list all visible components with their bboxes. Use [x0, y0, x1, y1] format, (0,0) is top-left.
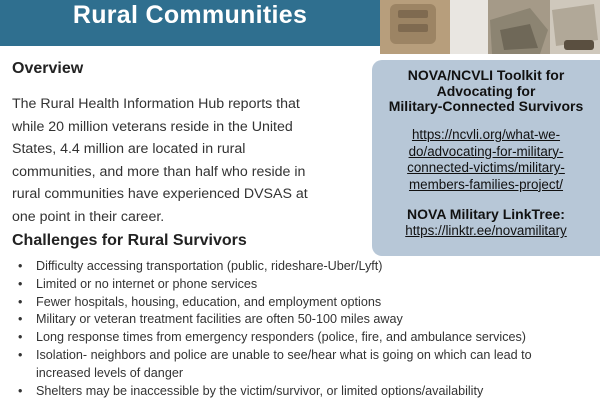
- challenge-item: [16, 258, 596, 276]
- challenge-item: [16, 329, 596, 347]
- toolkit-title-line: Advocating for: [436, 82, 536, 99]
- challenge-text: Military or veteran treatment facilities are often 50-100 miles away: [36, 312, 403, 327]
- resource-callout-box: [372, 60, 600, 256]
- toolkit-title-line: Military-Connected Survivors: [388, 98, 584, 114]
- bullet-icon: •: [18, 259, 23, 273]
- bullet-icon: •: [18, 312, 23, 327]
- challenge-item: [16, 276, 596, 294]
- challenge-text: Shelters may be inaccessible by the victim/survivor, or limited options/availability: [36, 383, 484, 398]
- overview-heading: Overview: [12, 60, 84, 77]
- overview-line: one point in their career.: [12, 208, 165, 225]
- overview-line: communities, and more than half who reside in: [12, 163, 306, 180]
- header-photo: [380, 0, 600, 54]
- bullet-icon: •: [18, 276, 23, 291]
- overview-line: States, 4.4 million are located in rural: [12, 141, 246, 157]
- overview-line: while 20 million veterans reside in the United: [12, 118, 293, 135]
- bullet-icon: •: [18, 294, 23, 309]
- challenge-text: Fewer hospitals, housing, education, and employment options: [36, 294, 382, 309]
- toolkit-link-line[interactable]: do/advocating-for-military-: [408, 143, 564, 159]
- challenge-text: Isolation- neighbors and police are unable to see/hear what is going on which can lead to: [36, 347, 532, 362]
- overview-line: The Rural Health Information Hub reports that: [12, 96, 300, 112]
- challenge-item: [16, 347, 596, 365]
- challenges-heading: Challenges for Rural Survivors: [12, 232, 247, 249]
- overview-line: rural communities have experienced DVSAS at: [12, 186, 308, 202]
- challenge-text: Long response times from emergency responders (police, fire, and ambulance services): [36, 330, 526, 345]
- toolkit-title-line: NOVA/NCVLI Toolkit for: [407, 67, 565, 83]
- linktree-link[interactable]: https://linktr.ee/novamilitary: [405, 223, 567, 238]
- overview-paragraph: [12, 93, 362, 228]
- bullet-icon: •: [18, 347, 23, 362]
- challenge-item-continuation: [16, 365, 596, 383]
- challenge-text: Difficulty accessing transportation (public, rideshare-Uber/Lyft): [36, 259, 383, 273]
- challenge-item: [16, 383, 596, 400]
- challenge-item: [16, 311, 596, 329]
- toolkit-link-line[interactable]: https://ncvli.org/what-we-: [411, 127, 561, 142]
- page-title: Rural Communities: [72, 1, 308, 29]
- toolkit-link[interactable]: [372, 127, 600, 193]
- challenge-item: [16, 294, 596, 312]
- challenge-text: Limited or no internet or phone services: [36, 276, 258, 291]
- toolkit-link-line[interactable]: members-families-project/: [408, 176, 564, 192]
- linktree-title: NOVA Military LinkTree:: [407, 206, 565, 222]
- bullet-icon: •: [18, 330, 23, 345]
- bullet-icon: •: [18, 383, 23, 398]
- challenges-list: [16, 258, 596, 400]
- soldiers-photo-illustration: [380, 0, 600, 54]
- challenge-text: increased levels of danger: [36, 365, 184, 380]
- toolkit-title: [372, 68, 600, 115]
- toolkit-link-line[interactable]: connected-victims/military-: [407, 160, 565, 175]
